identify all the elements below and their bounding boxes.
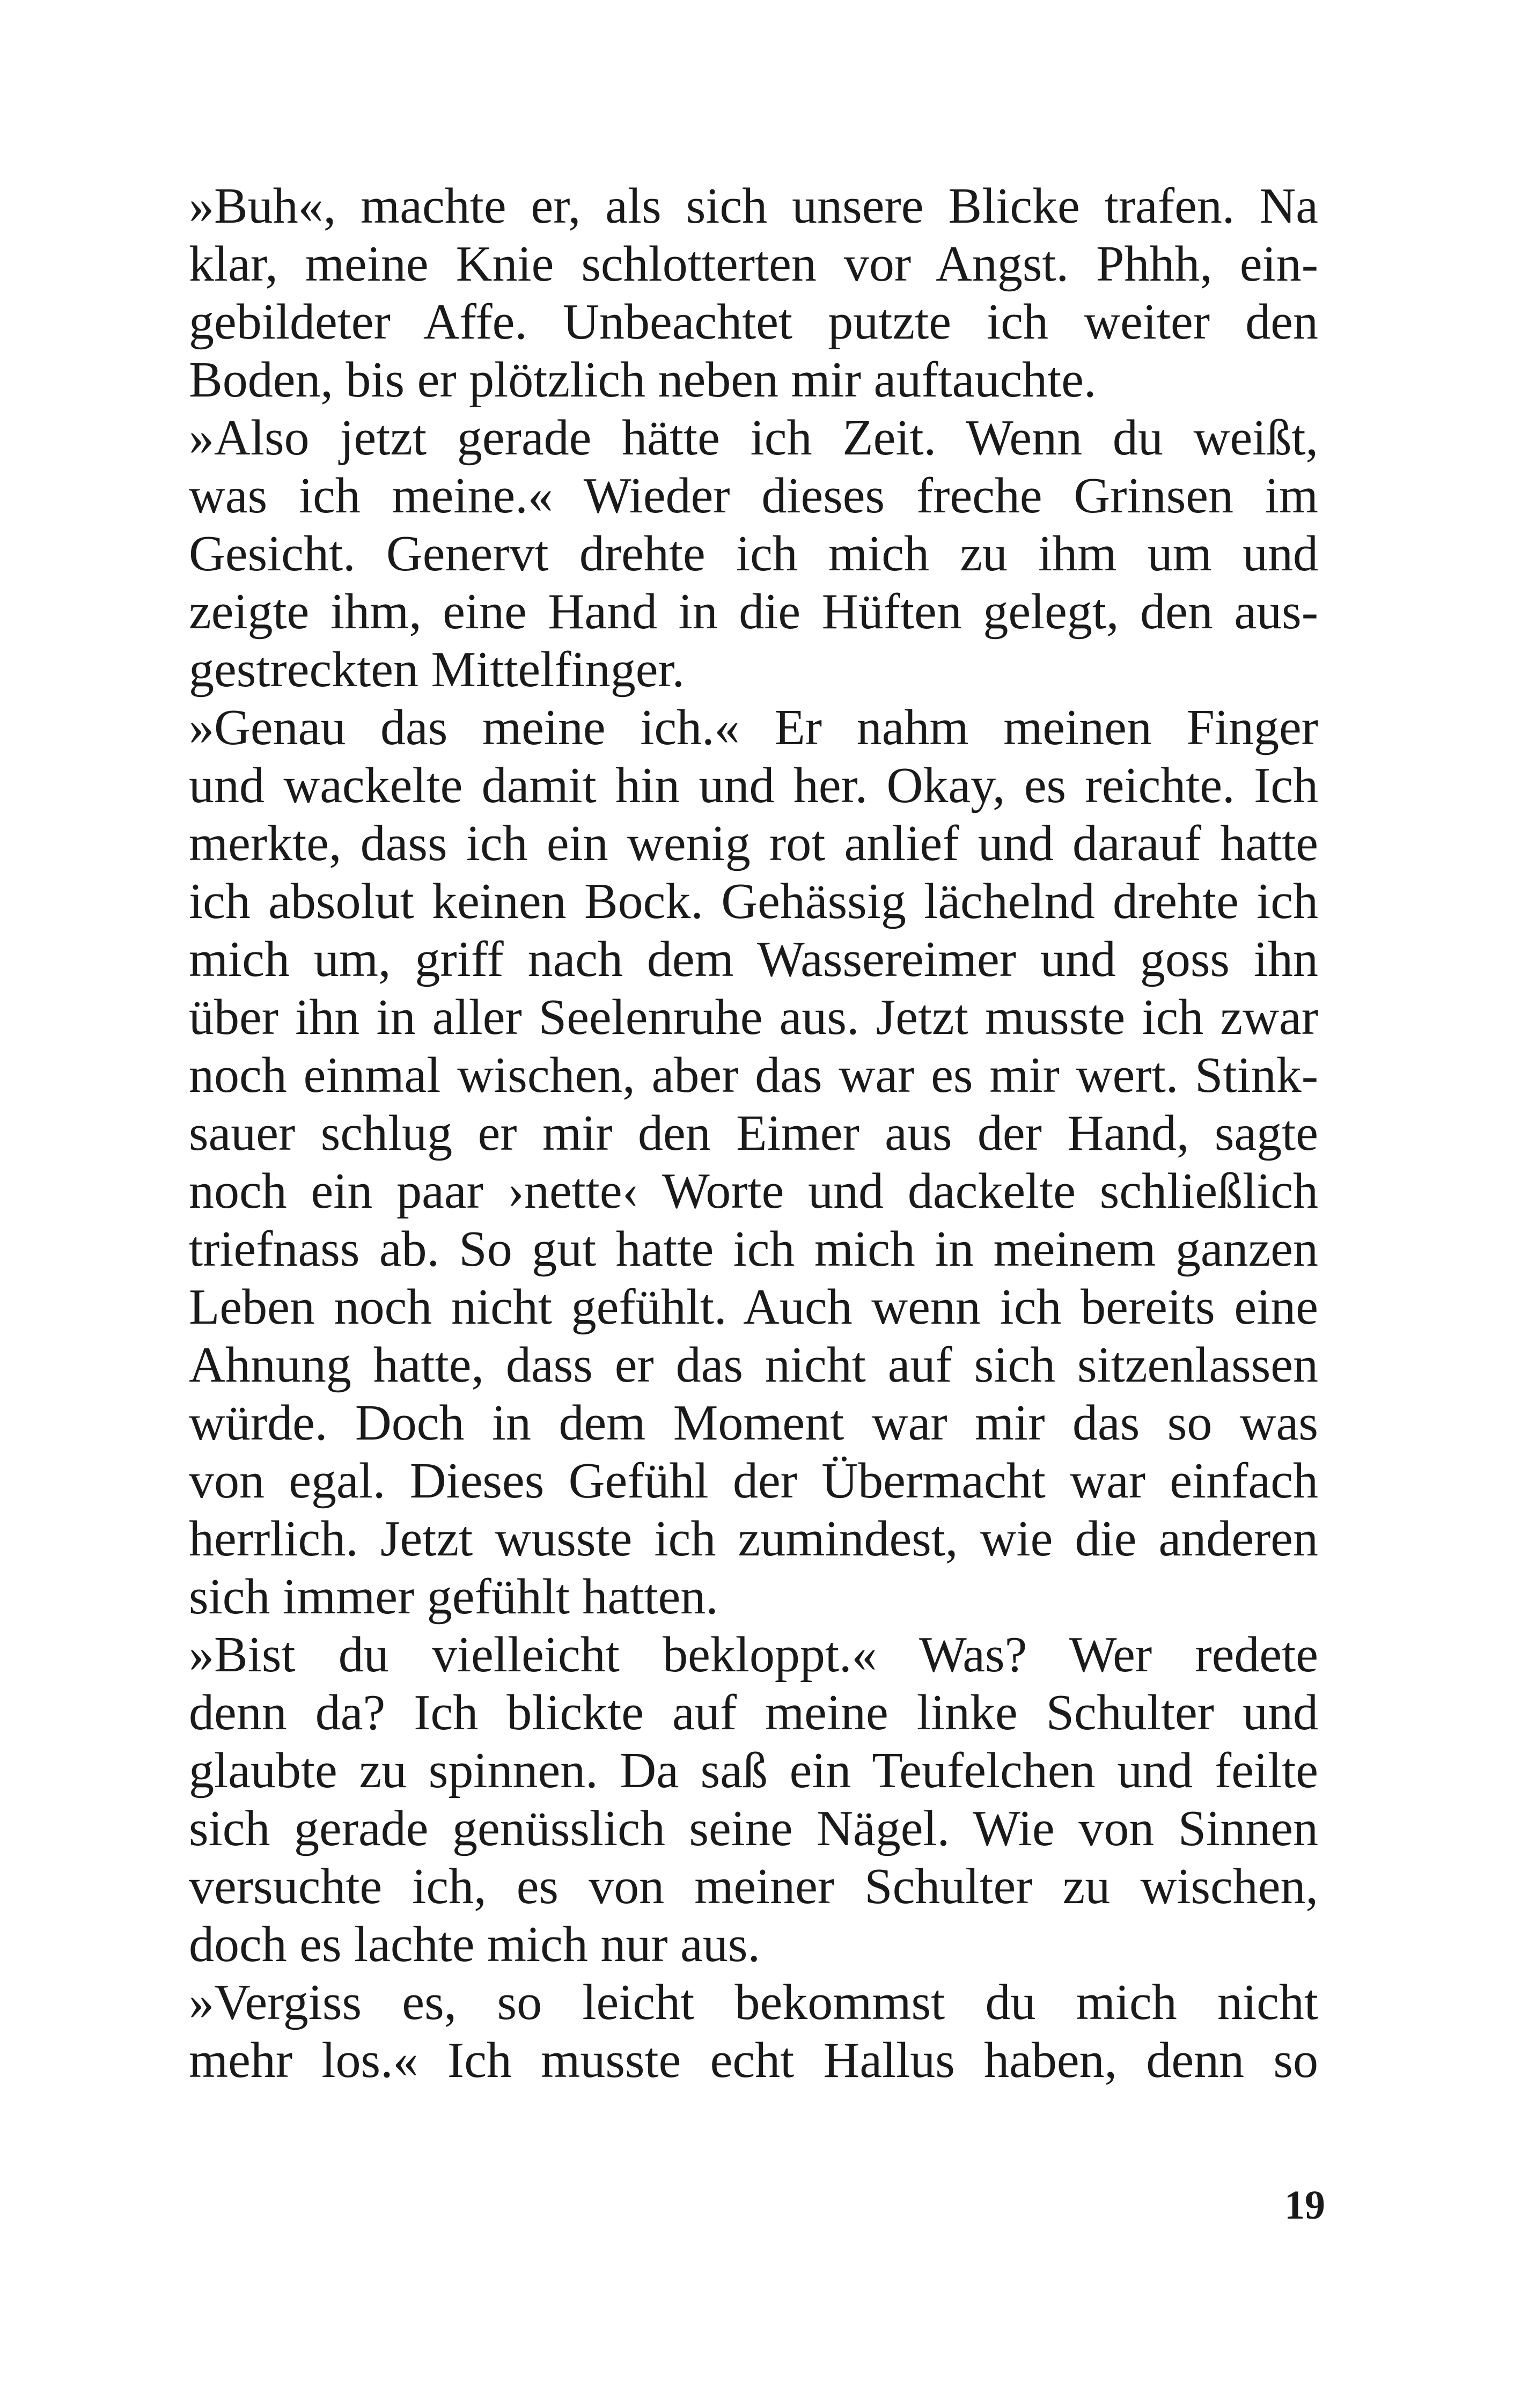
text-line: sich immer gefühlt hatten.	[189, 1569, 718, 1625]
text-line: würde. Doch in dem Moment war mir das so was	[189, 1395, 1318, 1451]
text-line: über ihn in aller Seelenruhe aus. Jetzt musste ich zwar	[189, 989, 1318, 1045]
body-text	[189, 177, 1318, 2089]
text-line: was ich meine.« Wieder dieses freche Grinsen im	[189, 468, 1318, 524]
text-line: gebildeter Affe. Unbeachtet putzte ich weiter den	[189, 294, 1318, 350]
text-line: »Buh«, machte er, als sich unsere Blicke trafen. Na	[189, 178, 1318, 234]
text-line: denn da? Ich blickte auf meine linke Schulter und	[189, 1685, 1318, 1741]
text-line: sauer schlug er mir den Eimer aus der Hand, sagte	[189, 1105, 1318, 1161]
page-number: 19	[1284, 2183, 1325, 2228]
text-line: Gesicht. Genervt drehte ich mich zu ihm um und	[189, 526, 1318, 582]
text-line: noch einmal wischen, aber das war es mir wert. Stink-	[189, 1047, 1318, 1103]
text-line: »Also jetzt gerade hätte ich Zeit. Wenn du weißt,	[189, 410, 1318, 466]
text-line: von egal. Dieses Gefühl der Übermacht war einfach	[189, 1453, 1318, 1509]
text-line: mich um, griff nach dem Wassereimer und goss ihn	[189, 931, 1318, 987]
text-line: zeigte ihm, eine Hand in die Hüften gelegt, den aus-	[189, 584, 1318, 640]
text-line: noch ein paar ›nette‹ Worte und dackelte schließlich	[189, 1163, 1318, 1219]
text-line: klar, meine Knie schlotterten vor Angst. Phhh, ein-	[189, 236, 1318, 292]
text-line: versuchte ich, es von meiner Schulter zu wischen,	[189, 1859, 1318, 1914]
text-line: ich absolut keinen Bock. Gehässig lächelnd drehte ich	[189, 873, 1318, 929]
text-line: »Vergiss es, so leicht bekommst du mich nicht	[189, 1974, 1318, 2030]
text-line: doch es lachte mich nur aus.	[189, 1917, 760, 1972]
text-line: und wackelte damit hin und her. Okay, es reichte. Ich	[189, 758, 1318, 813]
text-line: gestreckten Mittelfinger.	[189, 642, 685, 698]
text-line: glaubte zu spinnen. Da saß ein Teufelchen und feilte	[189, 1743, 1318, 1798]
text-line: »Bist du vielleicht bekloppt.« Was? Wer redete	[189, 1627, 1318, 1683]
text-line: Ahnung hatte, dass er das nicht auf sich sitzenlassen	[189, 1337, 1318, 1393]
text-line: »Genau das meine ich.« Er nahm meinen Finger	[189, 700, 1318, 755]
text-line: sich gerade genüsslich seine Nägel. Wie von Sinnen	[189, 1801, 1318, 1856]
text-line: Boden, bis er plötzlich neben mir auftauchte.	[189, 352, 1097, 408]
text-line: Leben noch nicht gefühlt. Auch wenn ich bereits eine	[189, 1279, 1318, 1335]
text-line: merkte, dass ich ein wenig rot anlief und darauf hatte	[189, 816, 1318, 871]
text-line: mehr los.« Ich musste echt Hallus haben, denn so	[189, 2032, 1318, 2088]
text-line: herrlich. Jetzt wusste ich zumindest, wie die anderen	[189, 1511, 1318, 1567]
text-line: triefnass ab. So gut hatte ich mich in meinem ganzen	[189, 1221, 1318, 1277]
